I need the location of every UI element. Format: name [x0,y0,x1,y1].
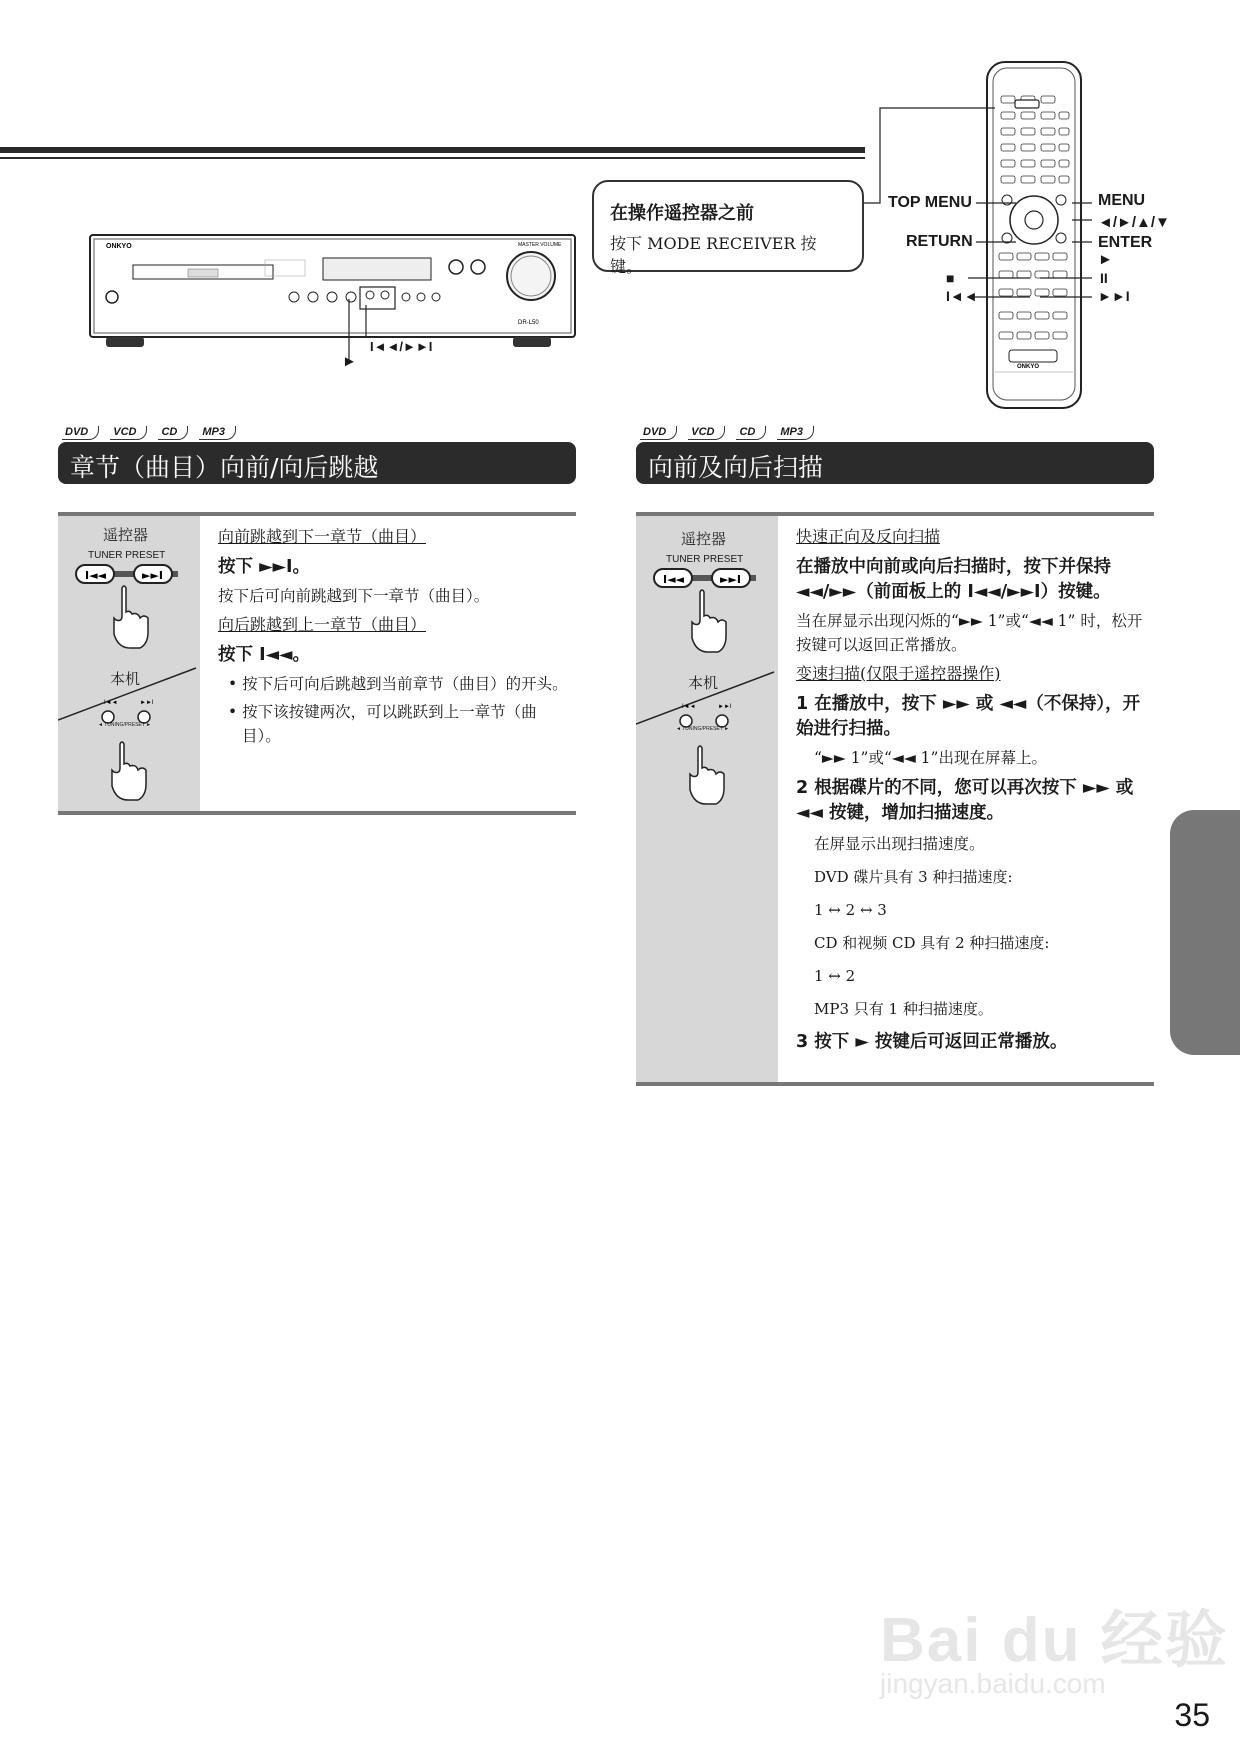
left-tuning-preset: ◄ TUNING/PRESET ► [98,722,152,728]
right-step2-note-5: 1 ↔ 2 [814,967,856,985]
left-step2: 按下 I◄◄。 [218,645,311,665]
label-next: ►►I [1098,288,1130,304]
left-step1: 按下 ►►I。 [218,557,311,577]
header-rule-thin [0,157,865,159]
device-skip-label: I◄◄/►►I [370,339,433,354]
svg-text:►►I: ►►I [720,573,742,586]
left-remote-label: 遥控器 [103,526,149,544]
right-panel [636,512,1154,1086]
svg-text:►►I: ►►I [140,700,154,706]
device-play-label: ► [342,353,357,370]
right-step2-note-1: 在屏显示出现扫描速度。 [814,835,985,853]
note-text: 按下 MODE RECEIVER 按键。 [610,234,817,276]
svg-text:I◄◄: I◄◄ [663,573,685,586]
right-tuner-preset: TUNER PRESET [666,554,744,565]
right-step2-note-2: DVD 碟片具有 3 种扫描速度: [814,868,1013,886]
label-arrows: ◄/►/▲/▼ [1098,214,1170,231]
left-desc1: 按下后可向前跳越到下一章节（曲目）。 [218,587,490,605]
watermark-text: Bai du 经验 [880,1606,1229,1675]
left-tuner-preset: TUNER PRESET [88,550,166,561]
svg-text:I◄◄: I◄◄ [85,569,107,582]
svg-text:►►I: ►►I [718,704,732,710]
right-step2-note-4: CD 和视频 CD 具有 2 种扫描速度: [814,934,1050,952]
right-step2-note-6: MP3 只有 1 种扫描速度。 [814,1000,993,1018]
right-step2-note-3: 1 ↔ 2 ↔ 3 [814,901,887,919]
label-top-menu: TOP MENU [888,194,972,211]
right-unit-label: 本机 [688,674,719,692]
remote-brand: ONKYO [1017,364,1040,370]
svg-text:I◄◄: I◄◄ [682,704,696,710]
badge-vcd: VCD [110,426,147,440]
left-heading2: 向后跳越到上一章节（曲目） [218,615,427,634]
left-section-header [58,442,576,484]
badge-dvd: DVD [62,426,99,440]
left-bullet-1: • 按下后可向后跳越到当前章节（曲目）的开头。 [228,675,568,693]
badge-dvd: DVD [640,426,677,440]
left-section-title: 章节（曲目）向前/向后跳越 [70,453,379,482]
page-number: 35 [1174,1697,1210,1733]
right-step1: 1 在播放中，按下 ►► 或 ◄◄（不保持），开始进行扫描。 [796,694,1141,739]
right-step3: 3 按下 ► 按键后可返回正常播放。 [796,1032,1068,1052]
right-content [796,516,1148,1059]
left-unit-label: 本机 [110,670,141,688]
svg-text:►►I: ►►I [142,569,164,582]
right-illustration [636,568,778,818]
label-prev: I◄◄ [946,288,978,304]
badge-mp3: MP3 [199,426,236,440]
badge-mp3: MP3 [777,426,814,440]
note-title: 在操作遥控器之前 [610,203,754,224]
device-volume-label: MASTER VOLUME [518,242,562,248]
right-step1-note: “►► 1”或“◄◄ 1”出现在屏幕上。 [814,749,1047,767]
chapter-side-tab [1170,810,1240,1055]
right-bold1: 在播放中向前或向后扫描时，按下并保持 ◄◄/►►（前面板上的 I◄◄/►►I）按键。 [796,557,1111,602]
label-return: RETURN [906,233,973,250]
right-remote-label: 遥控器 [681,530,727,548]
right-desc1: 当在屏显示出现闪烁的“►► 1”或“◄◄ 1” 时，松开按键可以返回正常播放。 [796,612,1143,654]
left-bullet-2: • 按下该按键两次，可以跳跃到上一章节（曲目）。 [228,703,537,745]
label-play: ► [1098,251,1113,268]
badge-vcd: VCD [688,426,725,440]
label-enter: ENTER [1098,234,1153,251]
left-illustration [58,564,200,814]
left-format-badges [62,420,247,440]
left-content [218,516,568,752]
left-heading1: 向前跳越到下一章节（曲目） [218,527,427,546]
svg-text:I◄◄: I◄◄ [104,700,118,706]
device-model: DR-L50 [518,320,539,326]
left-panel [58,512,576,815]
right-section-header [636,442,1154,484]
label-menu: MENU [1098,192,1146,209]
header-rule-thick [0,147,865,153]
label-stop: ■ [946,270,955,286]
badge-cd: CD [158,426,188,440]
right-format-badges [640,420,825,440]
label-pause: II [1100,270,1108,286]
right-section-title: 向前及向后扫描 [648,453,824,482]
device-brand: ONKYO [106,243,132,250]
right-step2: 2 根据碟片的不同，您可以再次按下 ►► 或 ◄◄ 按键，增加扫描速度。 [796,778,1134,823]
badge-cd: CD [736,426,766,440]
right-tuning-preset: ◄ TUNING/PRESET ► [676,726,730,732]
right-heading2: 变速扫描(仅限于遥控器操作) [796,664,1001,683]
front-panel-illustration [88,225,588,370]
right-heading1: 快速正向及反向扫描 [796,527,941,546]
note-box [592,180,864,276]
watermark-url: jingyan.baidu.com [880,1668,1106,1699]
